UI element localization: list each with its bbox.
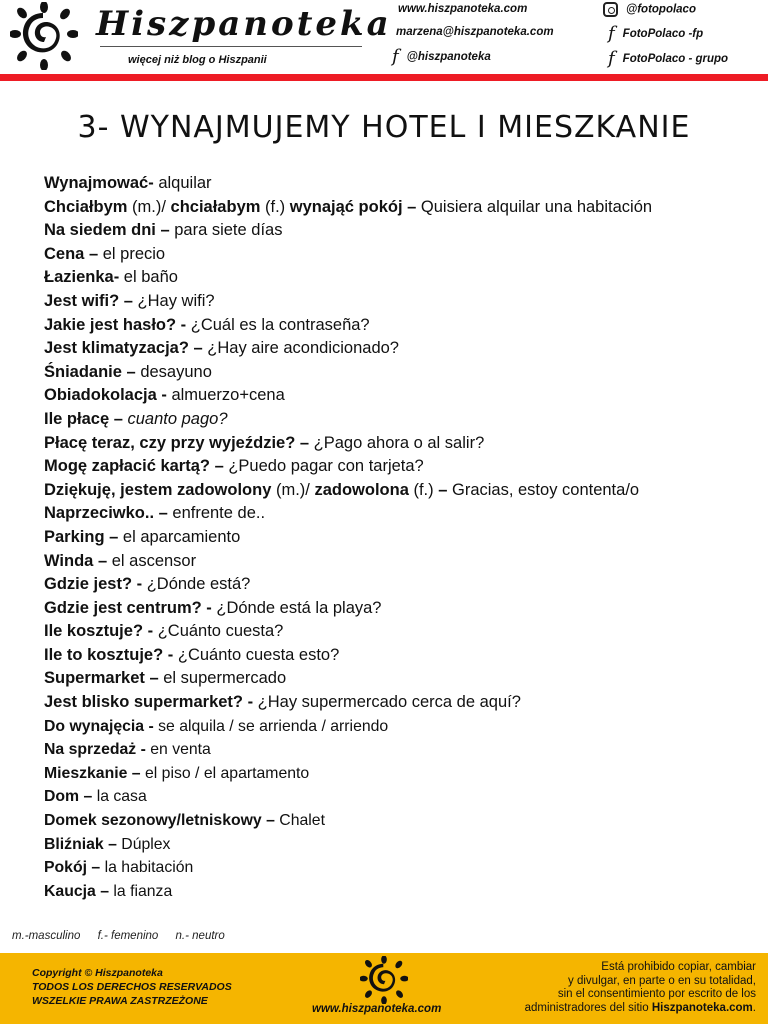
vocab-separator: - (163, 645, 178, 664)
vocab-spanish-translation: ¿Dónde está? (146, 575, 251, 594)
vocab-polish-term: Mieszkanie (44, 764, 128, 782)
vocab-item (44, 479, 764, 503)
instagram-icon (603, 2, 618, 17)
vocab-polish-term: zadowolona (314, 480, 409, 499)
vocab-item (44, 172, 764, 196)
email-link[interactable]: marzena@hiszpanoteka.com (396, 26, 554, 38)
vocab-polish-term: Śniadanie (44, 362, 122, 381)
header-divider (0, 74, 768, 81)
vocab-item (44, 455, 764, 479)
vocab-spanish-translation: Quisiera alquilar una habitación (420, 197, 653, 216)
fotopolaco-group-label: FotoPolaco - grupo (622, 53, 729, 66)
vocab-polish-term: Na siedem dni (44, 221, 156, 240)
vocab-spanish-translation: ¿Hay wifi? (137, 291, 215, 310)
notice-site-name: Hiszpanoteka.com (651, 1001, 753, 1014)
vocab-polish-term: Bliźniak (44, 835, 104, 853)
vocab-polish-term: Winda (44, 551, 94, 570)
gender-legend (12, 930, 239, 942)
copyright-notice (486, 961, 756, 1015)
facebook-link[interactable] (392, 46, 491, 67)
vocab-polish-term: Dziękuję, jestem zadowolony (44, 480, 272, 499)
vocab-item (44, 856, 764, 880)
vocab-spanish-translation: el baño (123, 268, 178, 287)
facebook-icon: f (608, 23, 615, 44)
vocab-item (44, 644, 764, 668)
vocab-polish-term: chciałabym (170, 197, 261, 216)
vocab-spanish-translation: el precio (102, 244, 166, 263)
vocab-item (44, 384, 764, 408)
page-header (0, 0, 768, 74)
notice-line: y divulgar, en parte o en su totalidad, (568, 974, 756, 987)
vocab-item (44, 314, 764, 338)
legend-neuter: n.- neutro (175, 930, 225, 942)
vocab-polish-term: Domek sezonowy/letniskowy (44, 812, 262, 830)
page-title: 3- WYNAJMUJEMY HOTEL I MIESZKANIE (77, 110, 691, 145)
vocab-polish-term: Ile płacę (44, 409, 110, 428)
vocab-item (44, 785, 764, 809)
vocab-item (44, 432, 764, 456)
sun-logo-icon (10, 2, 78, 70)
website-link[interactable]: www.hiszpanoteka.com (398, 3, 528, 15)
vocab-item (44, 762, 764, 786)
vocab-separator: – (188, 339, 208, 358)
vocab-spanish-translation: en venta (150, 741, 211, 759)
vocab-separator: – (261, 812, 280, 830)
vocab-separator: – (119, 291, 138, 310)
vocab-separator: – (103, 835, 122, 853)
vocab-separator: - (132, 575, 147, 594)
vocab-spanish-translation: Gracias, estoy contenta/o (451, 480, 640, 499)
legend-masculine: m.-masculino (12, 930, 81, 942)
notice-text: . (752, 1001, 756, 1014)
rights-reserved-pl: WSZELKIE PRAWA ZASTRZEŻONE (32, 995, 208, 1007)
vocab-spanish-translation: alquilar (158, 174, 212, 192)
facebook-handle: @hiszpanoteka (406, 51, 491, 64)
vocab-spanish-translation: ¿Hay aire acondicionado? (207, 339, 399, 358)
legend-feminine: f.- femenino (97, 930, 159, 942)
vocab-item (44, 266, 764, 290)
facebook-icon: f (608, 48, 615, 69)
vocab-polish-term: Do wynajęcia (44, 717, 145, 735)
vocab-spanish-translation: la fianza (113, 882, 173, 900)
vocab-item (44, 738, 764, 762)
vocab-item (44, 243, 764, 267)
fotopolaco-fp-link[interactable] (608, 23, 704, 44)
vocab-item (44, 667, 764, 691)
vocab-separator: – (402, 197, 421, 216)
vocab-item (44, 361, 764, 385)
notice-line: sin el consentimiento por escrito de los (557, 988, 756, 1000)
vocab-item (44, 715, 764, 739)
vocab-gender-marker: (m.)/ (271, 480, 315, 499)
footer-website-link[interactable]: www.hiszpanoteka.com (312, 1003, 442, 1015)
vocab-spanish-translation: para siete días (174, 221, 283, 240)
vocab-spanish-translation: almuerzo+cena (171, 386, 285, 405)
vocab-separator: - (156, 386, 172, 405)
vocab-item (44, 597, 764, 621)
vocab-spanish-translation: el ascensor (111, 551, 197, 570)
vocab-spanish-translation: el piso / el apartamento (145, 764, 310, 782)
vocab-spanish-translation: Chalet (279, 812, 325, 830)
vocab-item (44, 219, 764, 243)
vocab-separator: – (127, 764, 145, 782)
vocab-polish-term: Łazienka (44, 268, 114, 287)
vocab-item (44, 620, 764, 644)
vocab-separator: – (109, 409, 128, 428)
fotopolaco-group-link[interactable] (608, 48, 729, 69)
vocab-spanish-translation: desayuno (140, 362, 212, 381)
facebook-icon: f (392, 46, 399, 67)
vocab-polish-term: Jakie jest hasło? (44, 315, 177, 334)
vocab-spanish-translation: ¿Cuál es la contraseña? (190, 315, 370, 334)
brand-tagline: więcej niż blog o Hiszpanii (128, 54, 267, 66)
vocab-polish-term: Płacę teraz, czy przy wyjeździe? (44, 433, 296, 452)
vocab-item (44, 337, 764, 361)
vocab-polish-term: Wynajmować (44, 174, 149, 192)
notice-text: administradores del sitio (524, 1001, 652, 1014)
vocab-item (44, 833, 764, 857)
brand-underline (100, 46, 362, 47)
vocab-item (44, 550, 764, 574)
vocab-polish-term: wynająć pokój (289, 197, 403, 216)
vocab-separator: .. – (144, 504, 173, 523)
vocab-polish-term: Jest blisko supermarket? (44, 693, 243, 712)
vocab-gender-marker: (m.)/ (127, 197, 171, 216)
vocab-polish-term: Cena (44, 244, 85, 263)
vocab-separator: – (144, 669, 164, 688)
vocab-separator: – (79, 788, 97, 806)
vocab-polish-term: Gdzie jest centrum? (44, 598, 202, 617)
vocab-item (44, 502, 764, 526)
vocab-polish-term: Mogę zapłacić kartą? (44, 457, 210, 476)
vocab-separator: – (93, 551, 112, 570)
vocab-polish-term: Supermarket (44, 669, 145, 688)
vocab-polish-term: Naprzeciwko (44, 504, 145, 523)
vocab-separator: – (438, 480, 452, 499)
vocab-separator: - (143, 622, 158, 641)
vocab-polish-term: Jest klimatyzacja? (44, 339, 189, 358)
vocab-separator: – (95, 882, 114, 900)
sun-logo-icon (360, 956, 408, 1004)
vocab-polish-term: Chciałbym (44, 197, 128, 216)
vocab-polish-term: Dom (44, 788, 80, 806)
vocab-polish-term: Ile to kosztuje? (44, 645, 164, 664)
instagram-handle: @fotopolaco (626, 3, 696, 16)
copyright-block (32, 966, 232, 1008)
vocab-separator: - (144, 717, 159, 735)
vocab-spanish-translation: Dúplex (121, 835, 171, 853)
vocab-polish-term: Jest wifi? (44, 291, 120, 310)
vocab-item (44, 809, 764, 833)
vocab-polish-term: Ile kosztuje? (44, 622, 144, 641)
instagram-link[interactable] (603, 2, 696, 17)
vocab-polish-term: Kaucja (44, 882, 96, 900)
vocab-item (44, 880, 764, 904)
vocab-separator: – (295, 433, 314, 452)
page-footer (0, 953, 768, 1024)
vocab-separator: - (176, 315, 191, 334)
vocab-polish-term: Parking (44, 527, 105, 546)
vocab-spanish-translation: se alquila / se arrienda / arriendo (158, 717, 389, 735)
vocab-separator: - (113, 268, 124, 287)
copyright-line: Copyright © Hiszpanoteka (32, 967, 163, 979)
vocab-separator: – (155, 221, 175, 240)
vocab-spanish-translation: ¿Dónde está la playa? (216, 598, 382, 617)
vocab-separator: - (243, 693, 258, 712)
vocab-spanish-translation: enfrente de.. (172, 504, 266, 523)
vocab-spanish-translation: ¿Pago ahora o al salir? (313, 433, 485, 452)
vocab-item (44, 196, 764, 220)
vocab-polish-term: Gdzie jest? (44, 575, 133, 594)
vocab-separator: – (104, 527, 123, 546)
vocab-polish-term: Obiadokolacja (44, 386, 157, 405)
vocab-spanish-translation: el supermercado (163, 669, 287, 688)
vocab-separator: - (148, 174, 159, 192)
vocab-separator: – (209, 457, 229, 476)
vocab-polish-term: Pokój (44, 859, 88, 877)
notice-line (486, 1002, 756, 1016)
vocab-spanish-translation: el aparcamiento (122, 527, 241, 546)
vocab-item (44, 573, 764, 597)
vocab-separator: – (84, 244, 103, 263)
vocab-item (44, 526, 764, 550)
vocab-gender-marker: (f.) (408, 480, 439, 499)
vocab-spanish-translation: ¿Puedo pagar con tarjeta? (228, 457, 424, 476)
vocab-separator: - (201, 598, 217, 617)
vocab-separator: - (136, 741, 151, 759)
vocab-item (44, 691, 764, 715)
brand-name: Hiszpanoteka (96, 4, 392, 44)
vocab-item (44, 290, 764, 314)
vocab-spanish-translation: ¿Hay supermercado cerca de aquí? (257, 693, 521, 712)
vocab-item (44, 408, 764, 432)
vocab-spanish-translation: la casa (96, 788, 147, 806)
fotopolaco-fp-label: FotoPolaco -fp (622, 28, 704, 41)
vocab-spanish-translation: ¿Cuánto cuesta esto? (177, 645, 340, 664)
vocab-separator: – (87, 859, 105, 877)
rights-reserved-es: TODOS LOS DERECHOS RESERVADOS (32, 981, 232, 993)
vocab-gender-marker: (f.) (260, 197, 290, 216)
vocabulary-list (44, 172, 764, 903)
vocab-separator: – (121, 362, 141, 381)
vocab-polish-term: Na sprzedaż (44, 741, 137, 759)
vocab-spanish-translation: cuanto pago? (127, 409, 228, 428)
vocab-spanish-translation: la habitación (104, 859, 194, 877)
vocab-spanish-translation: ¿Cuánto cuesta? (157, 622, 284, 641)
notice-line: Está prohibido copiar, cambiar (601, 961, 756, 973)
